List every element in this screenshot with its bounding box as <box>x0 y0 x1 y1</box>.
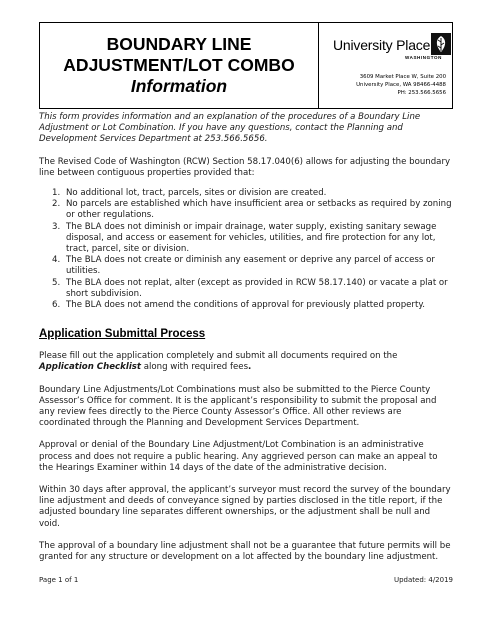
list-item: 1. No additional lot, tract, parcels, sites or division are created. <box>52 188 327 199</box>
section-heading: Application Submittal Process <box>39 328 206 341</box>
intro-paragraph: This form provides information and an explanation of the procedures of a Boundary Line Adjustment or Lot Combination. If you have any questions, contact the Planning and Development Services Department at 253.566.5656. <box>39 112 421 145</box>
list-item: 2. No parcels are established which have insufficient area or setbacks as required by zoning or other regulations. <box>52 199 452 221</box>
approval-paragraph: Approval or denial of the Boundary Line Adjustment/Lot Combination is an administrative process and does not require a public hearing. Any aggrieved person can make an appeal to the Hearings Examiner within 14 days of the date of the administrative decision. <box>39 440 438 473</box>
address-line-2: University Place, WA 98466-4488 <box>356 82 446 88</box>
list-item: 5. The BLA does not replat, alter (except as provided in RCW 58.17.140) or vacate a plat or short subdivision. <box>52 277 448 299</box>
title-line-2: ADJUSTMENT/LOT COMBO <box>63 55 295 75</box>
logo-wordmark: University Place <box>333 37 431 53</box>
title-line-1: BOUNDARY LINE <box>106 34 252 54</box>
conditions-list <box>39 188 453 311</box>
guarantee-paragraph: The approval of a boundary line adjustment shall not be a guarantee that future permits will be granted for any structure or development on a lot affected by the boundary line adjustment. <box>39 540 451 563</box>
list-item: 3. The BLA does not diminish or impair drainage, water supply, existing sanitary sewage disposal, and access or easement for vehicles, utilities, and fire protection for any lot, tract, parcel, site or division. <box>52 221 437 255</box>
checklist-reference: Application Checklist <box>39 362 141 373</box>
list-item: 4. The BLA does not create or diminish any easement or deprive any parcel of access or utilities. <box>52 255 435 277</box>
recording-paragraph: Within 30 days after approval, the applicant’s surveyor must record the survey of the boundary line adjustment and deeds of conveyance signed by parties disclosed in the title report, if the adjusted boundary line separates different ownerships, or the adjustment shall be null and void. <box>39 485 451 529</box>
phone-line: PH: 253.566.5656 <box>397 90 446 96</box>
leaf-logo-icon <box>431 33 451 55</box>
logo-block <box>319 23 452 108</box>
logo-state: WASHINGTON <box>405 55 442 60</box>
updated-date: Updated: 4/2019 <box>393 576 453 584</box>
application-paragraph: Please fill out the application completely and submit all documents required on the Application Checklist along with required fees. <box>39 351 398 373</box>
address-block <box>356 73 446 97</box>
rcw-paragraph: The Revised Code of Washington (RCW) Section 58.17.040(6) allows for adjusting the boundary line between contiguous properties provided that: <box>39 156 451 178</box>
title-line-3: Information <box>130 76 228 96</box>
address-line-1: 3609 Market Place W, Suite 200 <box>359 74 446 80</box>
list-item: 6. The BLA does not amend the conditions of approval for previously platted property. <box>52 300 425 311</box>
assessor-paragraph: Boundary Line Adjustments/Lot Combinations must also be submitted to the Pierce County Assessor’s Office for comment. It is the applicant’s responsibility to submit the proposal and any review fees directly to the Pierce County Assessor’s Office. All other reviews are coordinated through the Planning and Development Services Department. <box>39 384 437 429</box>
page-number: Page 1 of 1 <box>39 576 79 584</box>
document-body <box>39 112 453 563</box>
title-block <box>40 23 319 108</box>
page-footer <box>39 576 453 584</box>
document-header <box>39 22 453 109</box>
